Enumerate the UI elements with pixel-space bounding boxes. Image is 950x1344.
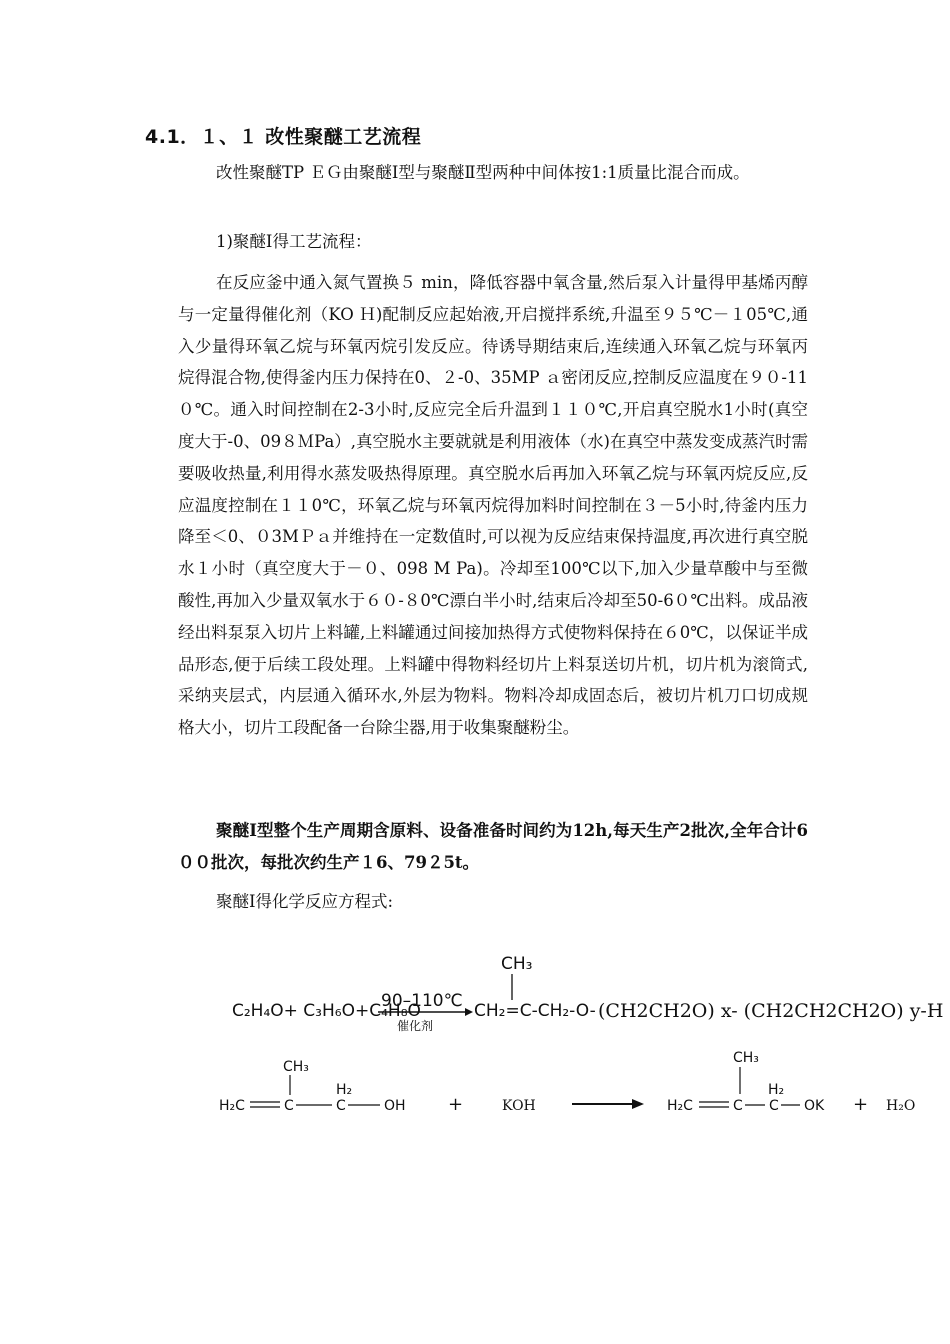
section-heading: 4.1．１、１ 改性聚醚工艺流程 bbox=[145, 126, 422, 148]
eq2-ok: OK bbox=[804, 1098, 825, 1114]
eq2-plus-2: + bbox=[853, 1094, 869, 1115]
eq2-right-c1: C bbox=[733, 1098, 743, 1114]
eq1-condition-top: 90–110℃ bbox=[381, 991, 463, 1011]
intro-paragraph: 改性聚醚TP ＥＧ由聚醚Ⅰ型与聚醚Ⅱ型两种中间体按1:1质量比混合而成。 bbox=[216, 163, 750, 182]
step-title: 1)聚醚Ⅰ得工艺流程： bbox=[216, 232, 372, 251]
eq1-reactants: C₂H₄O+ C₃H₆O+C₄H₈O bbox=[232, 1001, 421, 1021]
eq2-right-h2c: H₂C bbox=[667, 1098, 693, 1114]
eq1-methyl: CH₃ bbox=[501, 954, 533, 974]
eq2-water: H₂O bbox=[886, 1098, 916, 1114]
eq2-right-methyl: CH₃ bbox=[733, 1050, 759, 1066]
eq2-c2: C bbox=[336, 1098, 346, 1114]
eq1-product-tail: (CH2CH2O) x- (CH2CH2CH2O) y-H bbox=[598, 1000, 944, 1022]
eq2-oh: OH bbox=[384, 1098, 406, 1114]
equation-1 bbox=[232, 954, 943, 1033]
eq2-arrow-head bbox=[632, 1099, 644, 1109]
eq2-koh: KOH bbox=[502, 1098, 536, 1114]
production-paragraph: 聚醚Ⅰ型整个生产周期含原料、设备准备时间约为12h,每天生产2批次,全年合计6００批次，每批次约生产１6、79２5t。 bbox=[178, 821, 808, 872]
eq2-plus-1: + bbox=[448, 1094, 464, 1115]
eq2-methyl: CH₃ bbox=[283, 1059, 309, 1075]
eq1-arrow-head bbox=[465, 1008, 473, 1016]
eq2-h2c: H₂C bbox=[219, 1098, 245, 1114]
eq2-h2-label: H₂ bbox=[336, 1082, 353, 1098]
equation-2 bbox=[219, 1050, 915, 1115]
eq2-right-c2: C bbox=[769, 1098, 779, 1114]
eq2-c1: C bbox=[284, 1098, 294, 1114]
eq2-right-h2-label: H₂ bbox=[768, 1082, 785, 1098]
eq1-product-start: CH₂=C-CH₂-O- bbox=[474, 1001, 596, 1021]
eq1-condition-bottom: 催化剂 bbox=[397, 1019, 434, 1033]
process-paragraph: 在反应釜中通入氮气置换５ min，降低容器中氧含量,然后泵入计量得甲基烯丙醇与一定量得催化剂（KO Ｈ)配制反应起始液,开启搅拌系统,升温至９５℃－１05℃,通入少量得环氧乙烷与环氧丙烷引发反应。待诱导期结束后,连续通入环氧乙烷与环氧丙烷得混合物,使得釜内压力保持在0、２-0、35MP ａ密闭反应,控制反应温度在９０-11０℃。通入时间控制在2-3小时,反应完全后升温到１１０℃,开启真空脱水1小时(真空度大于-0、09８ＭPa）,真空脱水主要就就是利用液体（水)在真空中蒸发变成蒸汽时需要吸收热量,利用得水蒸发吸热得原理。真空脱水后再加入环氧乙烷与环氧丙烷反应,反应温度控制在１１0℃，环氧乙烷与环氧丙烷得加料时间控制在３－5小时,待釜内压力降至＜0、０3MＰａ并维持在一定数值时,可以视为反应结束保持温度,再次进行真空脱水１小时（真空度大于－０、098 M Pa)。冷却至100℃以下,加入少量草酸中与至微酸性,再加入少量双氧水于６０-８0℃漂白半小时,结束后冷却至50-6０℃出料。成品液经出料泵泵入切片上料罐,上料罐通过间接加热得方式使物料保持在６0℃，以保证半成品形态,便于后续工段处理。上料罐中得物料经切片上料泵送切片机，切片机为滚筒式,采纳夹层式，内层通入循环水,外层为物料。物料冷却成固态后，被切片机刀口切成规格大小，切片工段配备一台除尘器,用于收集聚醚粉尘。 bbox=[178, 273, 808, 738]
equation-title: 聚醚Ⅰ得化学反应方程式: bbox=[216, 892, 394, 911]
